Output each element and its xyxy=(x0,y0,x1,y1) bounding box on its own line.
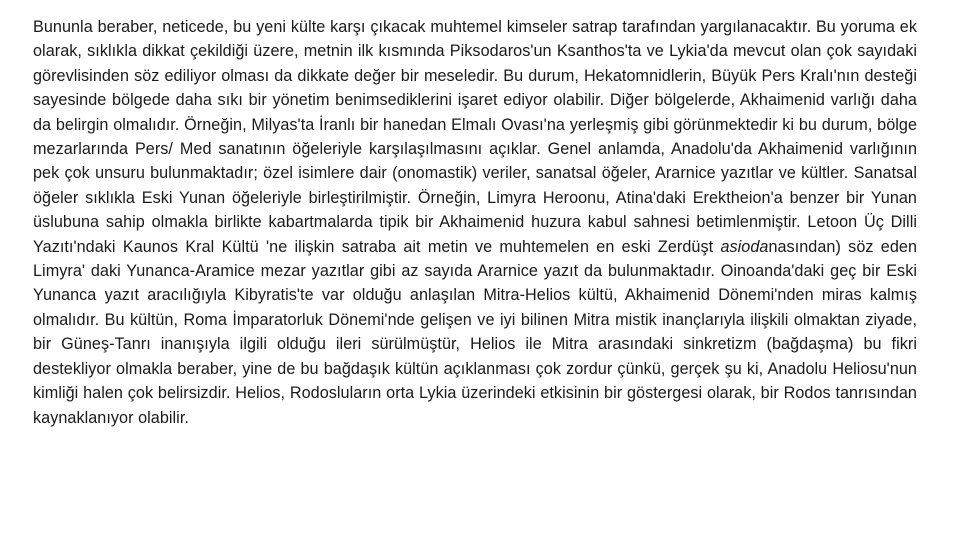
paragraph-text-part1: Bununla beraber, neticede, bu yeni külte karşı çıkacak muhtemel kimseler satrap tarafından yargılanacaktır. Bu yoruma ek olarak, sıklıkla dikkat çekildiği üzere, metnin ilk kısmında Piksodaros'un Ksanthos'ta ve Lykia'da mevcut olan çok sayıdaki görevlisinden söz ediliyor olması da dikkate değer bir meseledir. Bu durum, Hekatomnidlerin, Büyük Pers Kralı'nın desteği sayesinde bölgede daha sıkı bir yönetim benimsediklerini işaret ediyor olabilir. Diğer bölgelerde, Akhaimenid varlığı daha da belirgin olmalıdır. Örneğin, Milyas'ta İranlı bir hanedan Elmalı Ovası'na yerleşmiş gibi görünmektedir ki bu durum, bölge mezarlarında Pers/ Med sanatının öğeleriyle karşılaşılmasını açıklar. Genel anlamda, Anadolu'da Akhaimenid varlığının pek çok unsuru bulunmaktadır; özel isimlere dair (onomastik) veriler, sanatsal öğeler, Ararnice yazıtlar ve kültler. Sanatsal öğeler sıklıkla Eski Yunan öğeleriyle birleştirilmiştir. Örneğin, Limyra Heroonu, Atina'daki Erektheion'a benzer bir Yunan üslubuna sahip olmakla birlikte kabartmalarda tipik bir Akhaimenid huzura kabul sahnesi betimlenmiştir. Letoon Üç Dilli Yazıtı'ndaki Kaunos Kral Kültü 'ne ilişkin satraba ait metin ve muhtemelen en eski Zerdüşt xyxy=(33,18,917,256)
paragraph-text-part2: nasından) söz eden Limyra' daki Yunanca-Aramice mezar yazıtlar gibi az sayıda Ararnice yazıt da bulunmaktadır. Oinoanda'daki geç bir Eski Yunanca yazıt aracılığıyla Kibyratis'te var olduğu anlaşılan Mitra-Helios kültü, Akhaimenid Dönemi'nden miras kalmış olmalıdır. Bu kültün, Roma İmparatorluk Dönemi'nde gelişen ve iyi bilinen Mitra mistik inançlarıyla ilişkili olmaktan ziyade, bir Güneş-Tanrı inanışıyla ilgili olduğu ileri sürülmüştür, Helios ile Mitra arasındaki sinkretizm (bağdaşma) bu fikri destekliyor olmakla beraber, yine de bu bağdaşık kültün açıklanması çok zordur çünkü, gerçek şu ki, Anadolu Heliosu'nun kimliği halen çok belirsizdir. Helios, Rodosluların orta Lykia üzerindeki etkisinin bir göstergesi olarak, bir Rodos tanrısından kaynaklanıyor olabilir. xyxy=(33,237,917,427)
italic-term: asioda xyxy=(720,237,769,256)
document-page xyxy=(33,15,917,430)
body-paragraph xyxy=(33,15,917,430)
